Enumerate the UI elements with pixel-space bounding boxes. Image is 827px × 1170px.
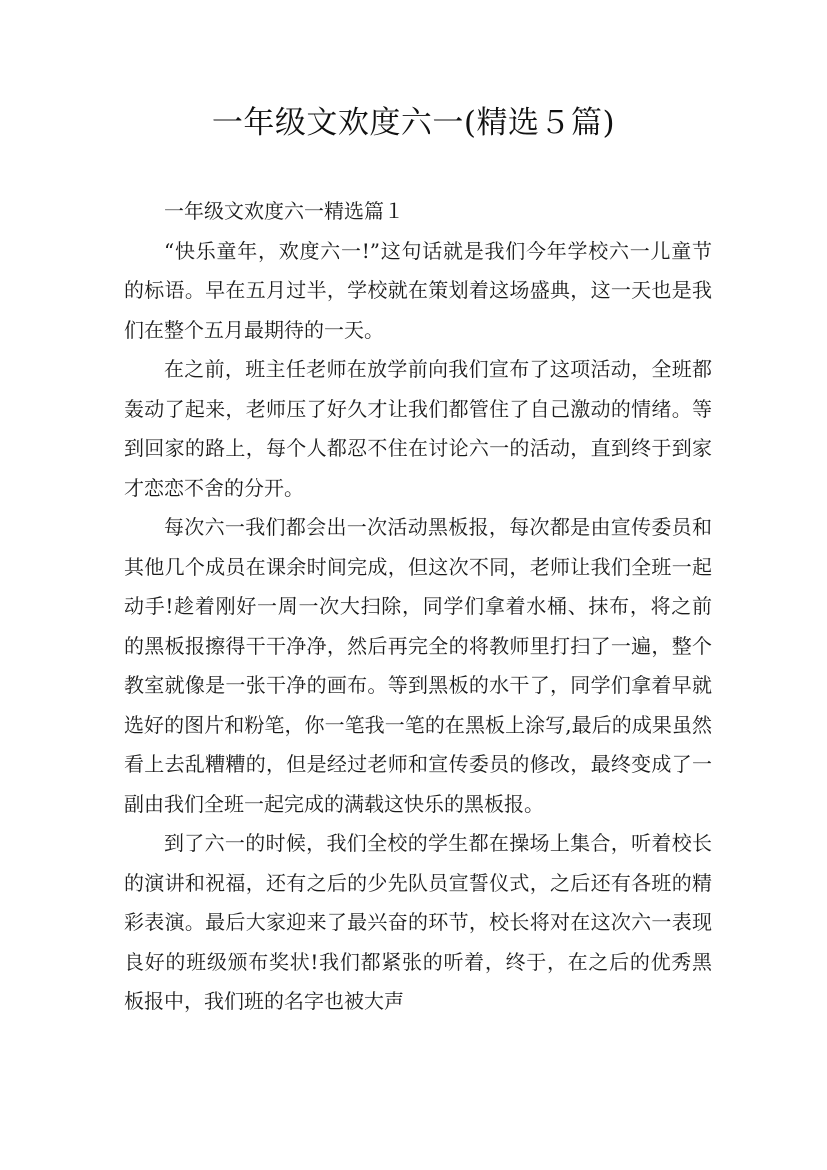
document-title: 一年级文欢度六一(精选５篇) [211,105,616,141]
paragraph-3: 每次六一我们都会出一次活动黑板报，每次都是由宣传委员和其他几个成员在课余时间完成，但这次不同，老师让我们全班一起动手!趁着刚好一周一次大扫除，同学们拿着水桶、抹布，将之前的黑板报擦得干干净净，然后再完全的将教师里打扫了一遍，整个教室就像是一张干净的画布。等到黑板的水干了，同学们拿着早就选好的图片和粉笔，你一笔我一笔的在黑板上涂写,最后的成果虽然看上去乱糟糟的，但是经过老师和宣传委员的修改，最终变成了一副由我们全班一起完成的满载这快乐的黑板报。 [124,515,712,816]
section-heading: 一年级文欢度六一精选篇１ [164,199,404,223]
paragraph-2: 在之前，班主任老师在放学前向我们宣布了这项活动，全班都轰动了起来，老师压了好久才让我们都管住了自己激动的情绪。等到回家的路上，每个人都忍不住在讨论六一的活动，直到终于到家才恋恋不舍的分开。 [124,357,712,500]
paragraph-1: “快乐童年，欢度六一!”这句话就是我们今年学校六一儿童节的标语。早在五月过半，学校就在策划着这场盛典，这一天也是我们在整个五月最期待的一天。 [124,238,712,342]
document-body [124,192,712,1022]
paragraph-4: 到了六一的时候，我们全校的学生都在操场上集合，听着校长的演讲和祝福，还有之后的少先队员宣誓仪式，之后还有各班的精彩表演。最后大家迎来了最兴奋的环节，校长将对在这次六一表现良好的班级颁布奖状!我们都紧张的听着，终于，在之后的优秀黑板报中，我们班的名字也被大声 [124,831,712,1013]
